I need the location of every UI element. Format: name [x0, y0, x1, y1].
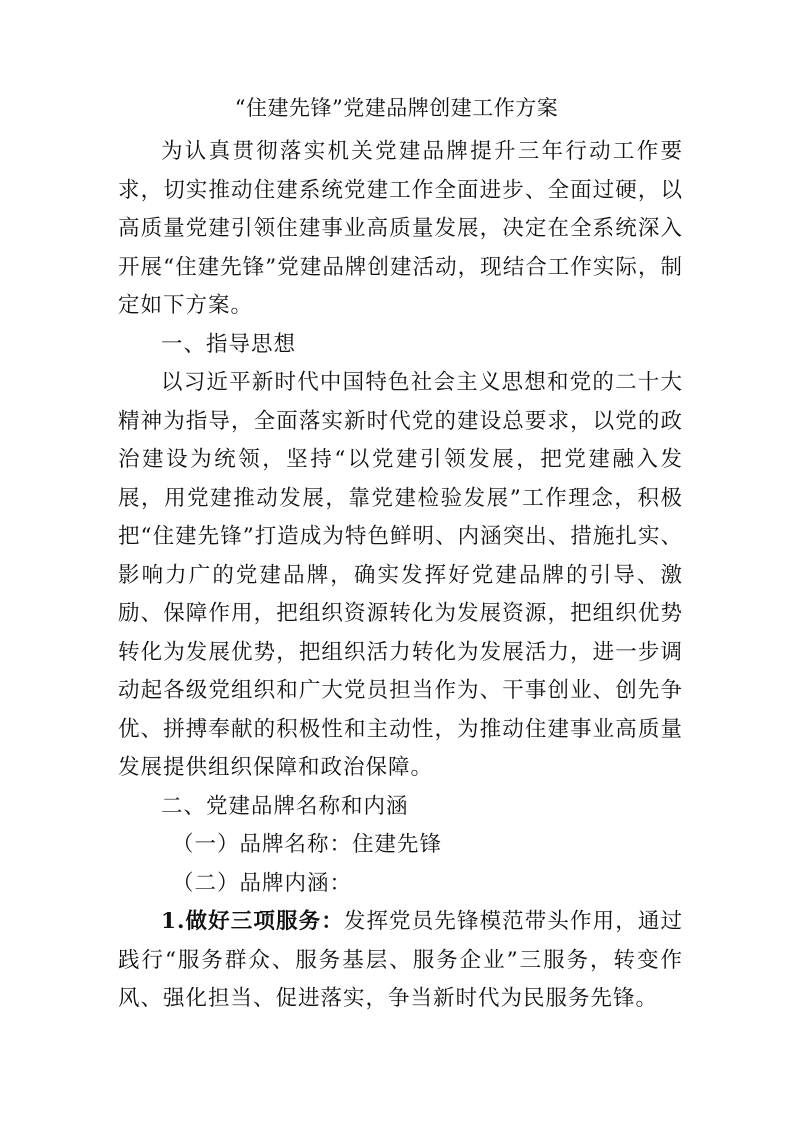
document-body	[118, 133, 683, 1019]
brand-connotation-line: （二）品牌内涵：	[172, 870, 353, 896]
brand-name-line: （一）品牌名称：住建先锋	[172, 832, 443, 857]
guiding-ideology-paragraph: 以习近平新时代中国特色社会主义思想和党的二十大精神为指导，全面落实新时代党的建设总要求，以党的政治建设为统领，坚持“以党建引领发展，把党建融入发展，用党建推动发展，靠党建检验发展”工作理念，积极把“住建先锋”打造成为特色鲜明、内涵突出、措施扎实、影响力广的党建品牌，确实发挥好党建品牌的引导、激励、保障作用，把组织资源转化为发展资源，把组织优势转化为发展优势，把组织活力转化为发展活力，进一步调动起各级党组织和广大党员担当作为、干事创业、创先争优、拼搏奉献的积极性和主动性，为推动住建事业高质量发展提供组织保障和政治保障。	[118, 370, 683, 780]
item-1-paragraph	[118, 903, 683, 1019]
section-heading-brand-name-connotation: 二、党建品牌名称和内涵	[161, 793, 409, 819]
document-title: “住建先锋”党建品牌创建工作方案	[234, 96, 559, 120]
intro-paragraph: 为认真贯彻落实机关党建品牌提升三年行动工作要求，切实推动住建系统党建工作全面进步、全面过硬，以高质量党建引领住建事业高质量发展，决定在全系统深入开展“住建先锋”党建品牌创建活动，现结合工作实际，制定如下方案。	[118, 139, 683, 318]
section-heading-guiding-ideology: 一、指导思想	[161, 331, 297, 357]
item-1-text: 发挥党员先锋模范带头作用，通过践行“服务群众、服务基层、服务企业”三服务，转变作风、强化担当、促进落实，争当新时代为民服务先锋。	[118, 909, 683, 1011]
item-1-title: 1.做好三项服务：	[161, 909, 344, 934]
